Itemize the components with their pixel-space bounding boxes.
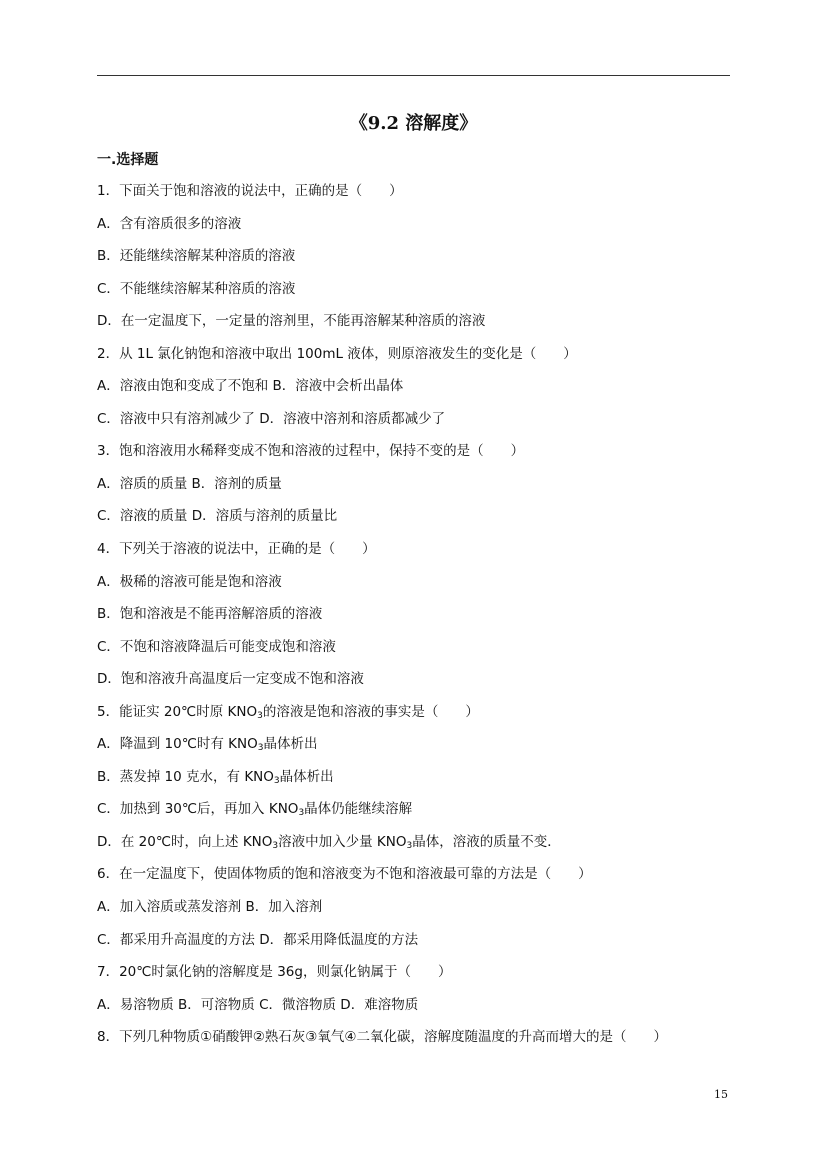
- document-line: [97, 702, 737, 722]
- document-line: [97, 311, 737, 331]
- line-text: A．溶液由饱和变成了不饱和 B．溶液中会析出晶体: [97, 378, 404, 395]
- document-line: [97, 539, 737, 559]
- document-line: [97, 995, 737, 1015]
- line-text: B．蒸发掉 10 克水，有 KNO: [97, 768, 274, 785]
- line-text: 2．从 1L 氯化钠饱和溶液中取出 100mL 液体，则原溶液发生的变化是（ ）: [97, 345, 577, 362]
- document-line: [97, 181, 737, 201]
- document-line: [97, 474, 737, 494]
- page-number: 15: [714, 1088, 728, 1101]
- document-line: [97, 441, 737, 461]
- document-line: [97, 1027, 737, 1047]
- line-text: 晶体析出: [263, 736, 318, 753]
- line-text: C．不能继续溶解某种溶质的溶液: [97, 280, 296, 297]
- document-line: [97, 962, 737, 982]
- line-text: A．降温到 10℃时有 KNO: [97, 736, 258, 753]
- line-text: C．溶液的质量 D．溶质与溶剂的质量比: [97, 508, 338, 525]
- line-text: 3．饱和溶液用水稀释变成不饱和溶液的过程中，保持不变的是（ ）: [97, 443, 525, 460]
- line-text: A．溶质的质量 B．溶剂的质量: [97, 475, 282, 492]
- line-text: 晶体析出: [279, 768, 334, 785]
- line-text: D．在 20℃时，向上述 KNO: [97, 833, 273, 850]
- line-text: C．不饱和溶液降温后可能变成饱和溶液: [97, 638, 336, 655]
- line-text: 晶体仍能继续溶解: [304, 801, 413, 818]
- document-line: [97, 409, 737, 429]
- section-heading: 一.选择题: [97, 152, 159, 168]
- document-line: [97, 572, 737, 592]
- document-line: [97, 864, 737, 884]
- header-rule: [97, 75, 730, 76]
- page-title: 《9.2 溶解度》: [349, 113, 478, 134]
- line-text: 7．20℃时氯化钠的溶解度是 36g，则氯化钠属于（ ）: [97, 964, 452, 981]
- line-text: 晶体，溶液的质量不变．: [412, 833, 561, 850]
- line-text: 6．在一定温度下，使固体物质的饱和溶液变为不饱和溶液最可靠的方法是（ ）: [97, 866, 592, 883]
- document-line: [97, 637, 737, 657]
- line-text: 8．下列几种物质①硝酸钾②熟石灰③氧气④二氧化碳，溶解度随温度的升高而增大的是（ ）: [97, 1029, 667, 1046]
- line-text: A．易溶物质 B．可溶物质 C．微溶物质 D．难溶物质: [97, 996, 419, 1013]
- document-line: [97, 897, 737, 917]
- document-line: [97, 799, 737, 819]
- document-line: [97, 604, 737, 624]
- subscript-text: 3: [257, 743, 264, 754]
- line-text: A．极稀的溶液可能是饱和溶液: [97, 573, 282, 590]
- document-line: [97, 930, 737, 950]
- document-line: [97, 246, 737, 266]
- line-text: D．在一定温度下，一定量的溶剂里，不能再溶解某种溶质的溶液: [97, 313, 486, 330]
- line-text: 5．能证实 20℃时原 KNO: [97, 703, 258, 720]
- document-line: [97, 832, 737, 852]
- subscript-text: 3: [272, 840, 279, 851]
- line-text: D．饱和溶液升高温度后一定变成不饱和溶液: [97, 671, 364, 688]
- line-text: 溶液中加入少量 KNO: [278, 833, 407, 850]
- line-text: A．加入溶质或蒸发溶剂 B．加入溶剂: [97, 899, 323, 916]
- document-line: [97, 734, 737, 754]
- line-text: C．溶液中只有溶剂减少了 D．溶液中溶剂和溶质都减少了: [97, 410, 446, 427]
- document-line: [97, 279, 737, 299]
- document-line: [97, 376, 737, 396]
- line-text: B．饱和溶液是不能再溶解溶质的溶液: [97, 606, 323, 623]
- line-text: C．加热到 30℃后，再加入 KNO: [97, 801, 299, 818]
- line-text: 4．下列关于溶液的说法中，正确的是（ ）: [97, 541, 376, 558]
- line-text: 1．下面关于饱和溶液的说法中，正确的是（ ）: [97, 183, 403, 199]
- line-text: C．都采用升高温度的方法 D．都采用降低温度的方法: [97, 931, 419, 948]
- document-line: [97, 344, 737, 364]
- subscript-text: 3: [273, 775, 280, 786]
- line-text: A．含有溶质很多的溶液: [97, 215, 242, 232]
- document-line: [97, 767, 737, 787]
- question-list: [97, 181, 737, 1060]
- subscript-text: 3: [298, 808, 305, 819]
- document-line: [97, 506, 737, 526]
- document-line: [97, 214, 737, 234]
- line-text: B．还能继续溶解某种溶质的溶液: [97, 248, 296, 265]
- document-line: [97, 669, 737, 689]
- subscript-text: 3: [406, 840, 413, 851]
- subscript-text: 3: [257, 710, 263, 721]
- line-text: 的溶液是饱和溶液的事实是（ ）: [262, 703, 479, 720]
